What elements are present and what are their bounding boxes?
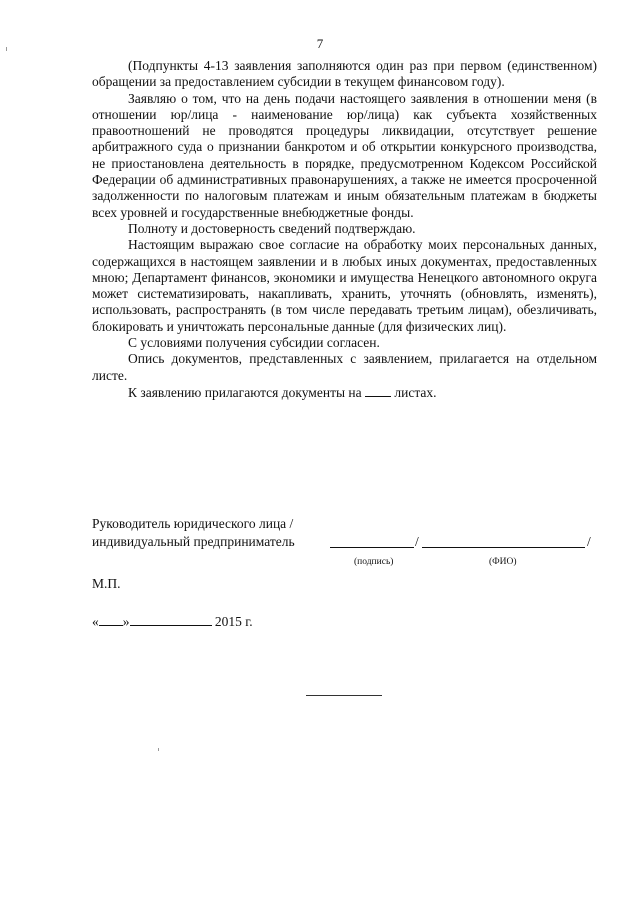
paragraph-subpoints-note: (Подпункты 4-13 заявления заполняются один раз при первом (единственном) обращении за предоставлением субсидии в текущем финансовом году). <box>92 58 597 90</box>
signature-block <box>92 515 597 567</box>
signature-field[interactable] <box>330 547 414 548</box>
day-field[interactable] <box>99 613 123 626</box>
paragraph-accuracy: Полноту и достоверность сведений подтверждаю. <box>128 220 416 236</box>
paragraph-personal-data-consent: Настоящим выражаю свое согласие на обработку моих персональных данных, содержащихся в настоящем заявлении и в любых иных документах, предоставленных мною; Департамент финансов, экономики и имущества Ненецкого автономного округа может систематизировать, накапливать, хранить, уточнять (обновлять, изменять), использовать, распространять (в том числе передавать третьим лицам), обезличивать, блокировать и уничтожать персональные данные (для физических лиц). <box>92 237 597 334</box>
signature-role-line1: Руководитель юридического лица / <box>92 516 294 531</box>
full-name-caption: (ФИО) <box>489 557 517 567</box>
page-number: 7 <box>316 36 324 51</box>
paragraph-inventory: Опись документов, представленных с заявлением, прилагается на отдельном листе. <box>92 351 597 383</box>
paragraph-attachments <box>92 384 597 401</box>
stamp-label: М.П. <box>92 576 121 591</box>
attachments-text-before: К заявлению прилагаются документы на <box>128 384 362 400</box>
signature-role-line2: индивидуальный предприниматель <box>92 534 295 549</box>
date-year: 2015 г. <box>214 614 253 629</box>
date-line <box>92 613 253 630</box>
date-open-quote: « <box>92 614 99 629</box>
month-field[interactable] <box>130 613 212 626</box>
scan-artifact <box>6 47 7 51</box>
name-end-separator: / <box>587 534 591 549</box>
paragraph-declaration: Заявляю о том, что на день подачи настоящего заявления в отношении меня (в отношении юр/лица - наименование юр/лица) как субъекта хозяйственных правоотношений не проводятся процедуры ликвидации, отсутствует решение арбитражного суда о признании банкротом и об открытии конкурсного производства, не приостановлена деятельность в порядке, предусмотренном Кодексом Российской Федерации об административных правонарушениях, а также не имеется просроченной задолженности по налоговым платежам и иным обязательным платежам в бюджеты всех уровней и государственные внебюджетные фонды. <box>92 90 597 220</box>
signature-caption: (подпись) <box>354 557 394 567</box>
full-name-field[interactable] <box>422 547 585 548</box>
attachments-text-after: листах. <box>394 384 437 400</box>
signature-separator: / <box>415 534 419 549</box>
sheet-count-blank[interactable] <box>365 384 391 397</box>
paragraph-conditions-agreement: С условиями получения субсидии согласен. <box>128 335 380 351</box>
scan-artifact <box>158 748 159 751</box>
document-body <box>92 58 597 401</box>
date-close-quote: » <box>122 614 130 629</box>
signature-row <box>92 533 597 567</box>
end-rule <box>306 695 382 696</box>
